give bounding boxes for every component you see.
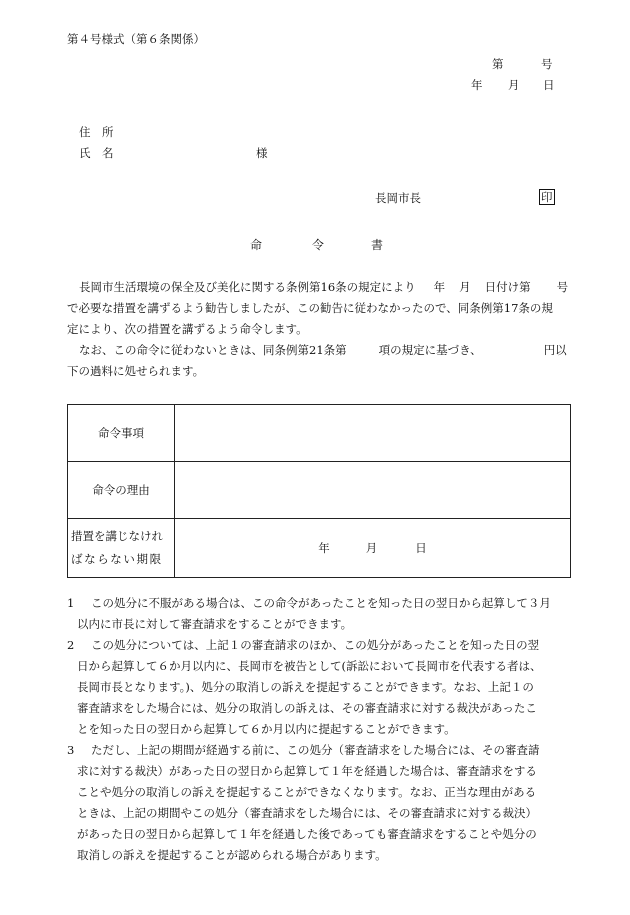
issuer-title: 長岡市長: [375, 191, 421, 205]
note-3-line-6: 取消しの訴えを提起することが認められる場合があります。: [77, 848, 387, 862]
table-row-deadline: [68, 519, 571, 578]
doc-number-prefix: 第: [492, 57, 504, 71]
body-p1-line-1: [67, 277, 572, 298]
deadline-year: 年: [318, 541, 330, 555]
doc-title-char-3: 書: [371, 238, 384, 252]
doc-title-char-2: 令: [312, 238, 325, 252]
note-3-line-1: ただし、上記の期間が経過する前に、この処分（審査請求をした場合には、その審査請: [91, 743, 540, 757]
note-2-line-1: この処分については、上記１の審査請求のほか、この処分があったことを知った日の翌: [91, 638, 540, 652]
deadline-label-line-2: ばならない期限: [71, 552, 163, 566]
order-item-label: 命令事項: [68, 405, 175, 462]
deadline-label: [68, 519, 175, 578]
body-p1-month: 月: [459, 280, 471, 294]
note-3-line-5: があった日の翌日から起算して１年を経過した後であっても審査請求をすることや処分の: [77, 827, 537, 841]
body-p1-text-a: 長岡市生活環境の保全及び美化に関する条例第16条の規定により: [79, 280, 416, 294]
note-3-line-2: 求に対する裁決）があった日の翌日から起算して１年を経過した場合は、審査請求をする: [77, 764, 537, 778]
note-3-line-4: ときは、上記の期間やこの処分（審査請求をした場合には、その審査請求に対する裁決）: [77, 806, 537, 820]
note-item-2: [67, 635, 577, 740]
note-3-number: 3: [67, 743, 75, 757]
note-1-number: 1: [67, 596, 75, 610]
body-p2-text-b: 項の規定に基づき、: [378, 343, 482, 357]
seal-text: 印: [541, 190, 553, 204]
note-2-line-5: とを知った日の翌日から起算して６か月以内に提起することができます。: [77, 722, 456, 736]
note-2-number: 2: [67, 638, 75, 652]
name-label: 氏 名: [79, 146, 114, 160]
doc-number-suffix: 号: [541, 57, 553, 71]
body-p2-text-c: 円以: [543, 343, 567, 357]
body-paragraph-2: [67, 340, 572, 382]
deadline-day: 日: [415, 541, 427, 555]
doc-title-char-1: 命: [250, 238, 263, 252]
note-1-line-1: この処分に不服がある場合は、この命令があったことを知った日の翌日から起算して３月: [91, 596, 551, 610]
deadline-date-value: [175, 519, 571, 578]
table-row-order-item: [68, 405, 571, 462]
table-row-order-reason: [68, 462, 571, 519]
honorific: 様: [256, 146, 268, 160]
note-2-line-3: 長岡市長となります。)、処分の取消しの訴えを提起することができます。なお、上記１の: [77, 680, 534, 694]
body-p1-number-suffix: 号: [556, 280, 569, 294]
body-p2-line-2: 下の過料に処せられます。: [67, 364, 205, 378]
body-p1-line-3: 定により、次の措置を講ずるよう命令します。: [67, 322, 308, 336]
date-month-label: 月: [508, 78, 520, 92]
body-p1-year: 年: [433, 280, 446, 294]
body-p1-date-number: 日付け第: [484, 280, 531, 294]
form-number: 第４号様式（第６条関係）: [67, 32, 205, 46]
notes-list: [67, 593, 577, 866]
note-2-line-4: 審査請求をした場合には、処分の取消しの訴えは、その審査請求に対する裁決があったこ: [77, 701, 537, 715]
order-table: [67, 404, 571, 578]
date-year-label: 年: [471, 78, 483, 92]
note-3-line-3: ことや処分の取消しの訴えを提起することができなくなります。なお、正当な理由がある: [77, 785, 537, 799]
note-1-line-2: 以内に市長に対して審査請求をすることができます。: [77, 617, 353, 631]
body-p2-line-1: [67, 340, 572, 361]
note-item-3: [67, 740, 577, 866]
note-2-line-2: 日から起算して６か月以内に、長岡市を被告として(訴訟において長岡市を代表する者は、: [77, 659, 542, 673]
body-p2-text-a: なお、この命令に従わないときは、同条例第21条第: [79, 343, 347, 357]
address-label: 住 所: [79, 125, 114, 139]
body-paragraph-1: [67, 277, 572, 340]
deadline-month: 月: [365, 541, 378, 555]
seal-mark: [539, 189, 555, 205]
note-item-1: [67, 593, 577, 635]
order-reason-value: [175, 462, 571, 519]
deadline-label-line-1: 措置を講じなけれ: [71, 529, 163, 543]
order-item-value: [175, 405, 571, 462]
date-day-label: 日: [543, 78, 555, 92]
order-reason-label: 命令の理由: [68, 462, 175, 519]
body-p1-line-2: で必要な措置を講ずるよう勧告しましたが、この勧告に従わなかったので、同条例第17条の規: [67, 301, 553, 315]
